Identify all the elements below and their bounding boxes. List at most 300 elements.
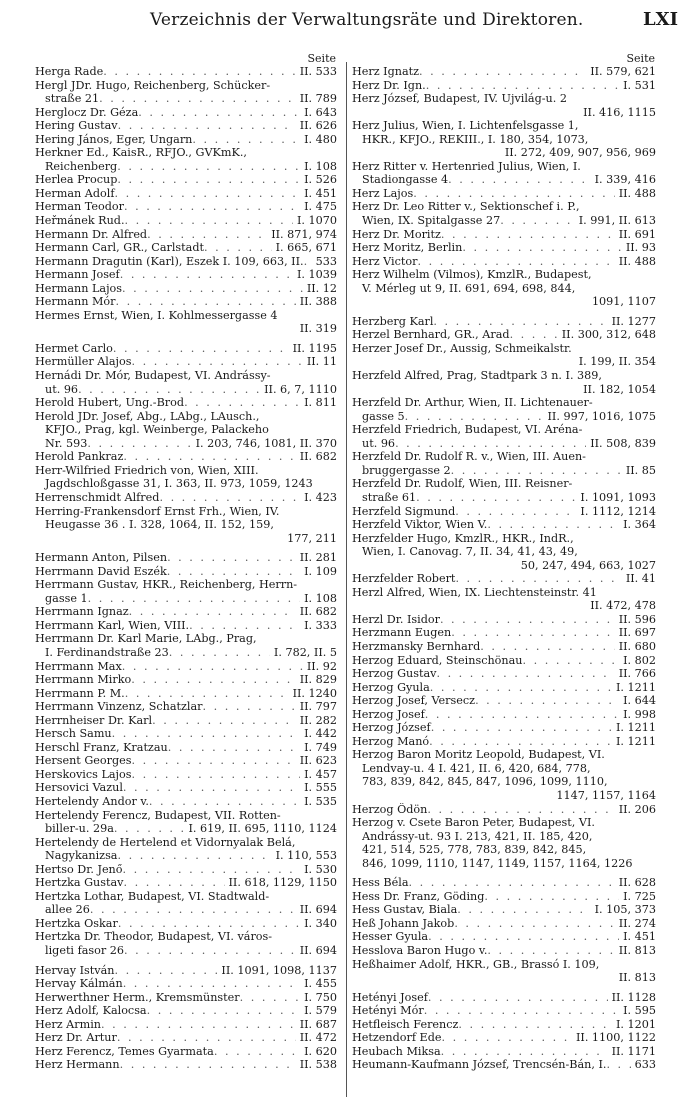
index-entry: [35, 977, 337, 991]
seite-label: Seite: [307, 52, 336, 65]
index-entry: [352, 160, 656, 187]
entry-line: [352, 1058, 656, 1072]
index-entry: [35, 700, 337, 714]
dot-leader: [454, 917, 614, 931]
dot-leader: [147, 228, 267, 242]
index-entry: [352, 721, 656, 735]
entry-line: [352, 315, 656, 329]
dot-leader: [117, 160, 300, 174]
dot-leader: [167, 565, 300, 579]
index-entry: [35, 741, 337, 755]
page-reference: II. 789: [299, 92, 337, 106]
dot-leader: [484, 890, 619, 904]
dot-leader: [424, 1004, 619, 1018]
entry-text: Herzel Bernhard, GR., Arad: [352, 328, 510, 342]
dot-leader: [451, 464, 622, 478]
entry-line: [35, 268, 337, 282]
entry-continuation-line: [352, 437, 656, 451]
page-reference: I. 555: [304, 781, 337, 795]
entry-text: Herzmansky Bernhard: [352, 639, 481, 653]
dot-leader: [125, 687, 289, 701]
entry-line: [352, 944, 656, 958]
dot-leader: [436, 667, 614, 681]
index-entry: [35, 200, 337, 214]
spacer: [362, 146, 501, 160]
entry-line: [352, 532, 656, 546]
index-entry: [35, 146, 337, 173]
entry-line: [35, 660, 337, 674]
entry-text: Hess Dr. Franz, Göding: [352, 889, 485, 903]
page-reference: II. 272, 409, 907, 956, 969: [504, 146, 656, 160]
entry-line: [352, 228, 656, 242]
dot-leader: [114, 187, 300, 201]
entry-text: Herzfelder Robert: [352, 572, 456, 586]
page-reference: I. 457: [304, 767, 337, 781]
page-reference: II. 694: [299, 903, 337, 917]
page-reference: I. 451: [304, 186, 337, 200]
entry-line: [35, 396, 337, 410]
page-reference: II. 691: [618, 227, 656, 241]
index-entry: [352, 1045, 656, 1059]
page-reference: II. 538: [299, 1058, 337, 1072]
entry-line: [35, 309, 337, 323]
index-entry: [352, 903, 656, 917]
dot-leader: [120, 1058, 296, 1072]
entry-line: [35, 964, 337, 978]
page-reference: I. 339, 416: [594, 173, 656, 187]
dot-leader: [101, 1018, 296, 1032]
spacer: [362, 559, 517, 573]
spacer: [362, 383, 579, 397]
entry-line: [35, 342, 337, 356]
entry-continuation-line: [35, 383, 337, 397]
dot-leader: [159, 491, 300, 505]
entry-continuation-line: [352, 762, 656, 776]
entry-line: [35, 491, 337, 505]
entry-text: Herkner Ed., KaisR., RFJO., GVKmK.,: [35, 146, 247, 160]
index-entry: [352, 119, 656, 160]
dot-leader: [475, 694, 619, 708]
entry-line: [352, 816, 656, 830]
entry-continuation-line: [35, 518, 337, 532]
entry-text: Herz Ignatz: [352, 65, 420, 78]
entry-text: Herold JDr. Josef, Abg., LAbg., LAusch.,: [35, 409, 260, 423]
entry-text: Herz Ritter v. Hertenried Julius, Wien, I.: [352, 159, 581, 173]
entry-text: Hertelendy Andor v.: [35, 794, 149, 808]
page-reference: II. 697: [618, 626, 656, 640]
spacer: [362, 599, 586, 613]
dot-leader: [124, 200, 300, 214]
entry-text: Hervay Kálmán: [35, 977, 123, 991]
index-entry: [35, 619, 337, 633]
entry-line: [352, 65, 656, 79]
dot-leader: [129, 605, 296, 619]
page-reference: II. 281: [299, 551, 337, 565]
entry-text: Herold Pankraz: [35, 450, 124, 464]
dot-leader: [117, 173, 300, 187]
dot-leader: [419, 65, 586, 79]
index-entry: [352, 315, 656, 329]
page-reference: I. 1211: [615, 721, 656, 735]
spacer: [362, 106, 579, 120]
page-reference: II. 618, 1129, 1150: [228, 876, 337, 890]
entry-line: [35, 241, 337, 255]
spacer: [45, 532, 283, 546]
entry-text: HKR., KFJO., REKIII., I. 180, 354, 1073,: [362, 132, 589, 146]
entry-text: Herzog Gustav: [352, 667, 437, 681]
entry-line: [35, 605, 337, 619]
entry-continuation-line: [35, 532, 337, 546]
page-reference: I. 108: [304, 159, 337, 173]
entry-text: Herz Dr. Moritz: [352, 227, 441, 241]
index-entry: [35, 396, 337, 410]
entry-line: [35, 991, 337, 1005]
dot-leader: [114, 822, 185, 836]
page-reference: II. 628: [618, 876, 656, 890]
dot-leader: [114, 964, 217, 978]
dot-leader: [116, 295, 296, 309]
dot-leader: [87, 437, 191, 451]
entry-continuation-line: [352, 133, 656, 147]
entry-text: Hertzka Lothar, Budapest, VI. Stadtwald-: [35, 889, 270, 903]
entry-text: Herrmann Ignaz: [35, 605, 129, 619]
page-reference: II. 12: [306, 281, 337, 295]
index-entry: [352, 369, 656, 396]
page-reference: II. 682: [299, 605, 337, 619]
entry-line: [352, 613, 656, 627]
page-reference: I. 811: [304, 396, 337, 410]
entry-continuation-line: [352, 843, 656, 857]
entry-continuation-line: [35, 477, 337, 491]
index-entry: [35, 930, 337, 957]
index-entry: [352, 1018, 656, 1032]
entry-line: [352, 268, 656, 282]
entry-line: [35, 450, 337, 464]
entry-line: [35, 741, 337, 755]
dot-leader: [184, 396, 300, 410]
entry-line: [352, 735, 656, 749]
entry-line: [35, 890, 337, 904]
dot-leader: [149, 795, 300, 809]
entry-text: Herzl Dr. Isidor: [352, 612, 440, 626]
index-entry: [352, 640, 656, 654]
entry-line: [35, 1045, 337, 1059]
entry-text: Herzog Josef, Versecz: [352, 694, 476, 708]
dot-leader: [427, 803, 614, 817]
index-entry: [35, 355, 337, 369]
page-reference: II. 488: [618, 254, 656, 268]
page-reference: II. 300, 312, 648: [561, 328, 656, 342]
entry-text: Stadiongasse 4: [362, 173, 449, 187]
entry-line: [35, 1004, 337, 1018]
page-reference: I. 643: [304, 105, 337, 119]
dot-leader: [117, 849, 271, 863]
index-entry: [352, 735, 656, 749]
entry-continuation-line: [352, 599, 656, 613]
entry-line: [352, 958, 656, 972]
entry-line: [35, 119, 337, 133]
index-entry: [35, 863, 337, 877]
page-reference: I. 619, II. 695, 1110, 1124: [188, 822, 337, 836]
entry-continuation-line: [352, 106, 656, 120]
page-reference: I. 199, II. 354: [578, 355, 656, 369]
entry-text: Heugasse 36 . I. 328, 1064, II. 152, 159,: [45, 518, 274, 532]
dot-leader: [124, 876, 225, 890]
entry-text: Hess Béla: [352, 876, 409, 890]
entry-text: Heřmánek Rud.: [35, 214, 125, 228]
index-entry: [35, 964, 337, 978]
entry-line: [35, 754, 337, 768]
entry-text: Hertzka Dr. Theodor, Budapest, VI. város-: [35, 930, 273, 944]
page-reference: I. 998: [623, 707, 656, 721]
entry-text: Wien, IX. Spitalgasse 27: [362, 214, 501, 228]
entry-line: [352, 667, 656, 681]
dot-leader: [500, 214, 574, 228]
entry-line: [352, 803, 656, 817]
entry-continuation-line: [352, 214, 656, 228]
index-entry: [352, 930, 656, 944]
page-title: Verzeichnis der Verwaltungsräte und Direktoren.: [150, 10, 584, 30]
entry-text: Hering János, Eger, Ungarn: [35, 132, 193, 146]
entry-text: 783, 839, 842, 845, 847, 1096, 1099, 1110,: [362, 775, 608, 789]
entry-text: Herman Adolf: [35, 186, 115, 200]
page-reference: II. 11: [306, 355, 337, 369]
entry-continuation-line: [35, 646, 337, 660]
entry-text: Nr. 593: [45, 436, 88, 450]
entry-text: 421, 514, 525, 778, 783, 839, 842, 845,: [362, 843, 587, 857]
page-reference: II. 1240: [292, 686, 337, 700]
entry-line: [35, 565, 337, 579]
dot-leader: [204, 241, 272, 255]
entry-text: Herzfeld Sigmund: [352, 504, 456, 518]
dot-leader: [124, 944, 296, 958]
index-entry: [35, 133, 337, 147]
index-entry: [352, 708, 656, 722]
dot-leader: [99, 92, 296, 106]
page-reference: II. 6, 7, 1110: [264, 382, 337, 396]
index-entry: [352, 396, 656, 423]
page-reference: II. 797: [299, 700, 337, 714]
page-reference: I. 442: [304, 727, 337, 741]
entry-line: [352, 903, 656, 917]
entry-text: Herzl Alfred, Wien, IX. Liechtensteinstr. 41: [352, 585, 597, 599]
page-reference: II. 579, 621: [590, 65, 656, 78]
entry-text: Herrmann Gustav, HKR., Reichenberg, Herrn-: [35, 578, 298, 592]
entry-continuation-line: [352, 410, 656, 424]
entry-text: Herz Julius, Wien, I. Lichtenfelsgasse 1,: [352, 119, 579, 133]
index-entry: [35, 565, 337, 579]
entry-line: [352, 187, 656, 201]
entry-line: [352, 1031, 656, 1045]
entry-continuation-line: [352, 383, 656, 397]
index-entry: [352, 991, 656, 1005]
page-reference: I. 1091, 1093: [580, 490, 656, 504]
index-entry: [35, 632, 337, 659]
entry-text: Herzfeld Viktor, Wien V.: [352, 518, 488, 532]
entry-text: Herskovics Lajos: [35, 767, 132, 781]
entry-line: [35, 1018, 337, 1032]
index-entry: [352, 532, 656, 573]
entry-line: [352, 1018, 656, 1032]
entry-line: [352, 79, 656, 93]
dot-leader: [455, 505, 576, 519]
page-reference: I. 110, 553: [275, 849, 337, 863]
entry-text: Hermann Anton, Pilsen: [35, 551, 168, 565]
dot-leader: [458, 1018, 612, 1032]
page-reference: II. 682: [299, 450, 337, 464]
page-reference: II. 533: [299, 65, 337, 78]
entry-text: Hermann Mór: [35, 295, 116, 309]
dot-leader: [90, 903, 296, 917]
page-reference: I. 579: [304, 1004, 337, 1018]
index-entry: [35, 578, 337, 605]
entry-text: Herzfeld Friedrich, Budapest, VI. Aréna-: [352, 423, 583, 437]
entry-text: Herglocz Dr. Géza: [35, 105, 139, 119]
index-entry: [35, 505, 337, 546]
page-reference: I. 1211: [615, 680, 656, 694]
entry-text: Hertelendy de Hertelend et Vidornyalak Belá,: [35, 835, 296, 849]
page-reference: II. 92: [306, 659, 337, 673]
page-reference: I. 1112, 1214: [580, 504, 656, 518]
entry-line: [35, 173, 337, 187]
page-reference: I. 725: [623, 889, 656, 903]
dot-leader: [103, 65, 295, 79]
dot-leader: [441, 1031, 572, 1045]
dot-leader: [123, 781, 300, 795]
dot-leader: [480, 640, 614, 654]
page-reference: II. 85: [625, 463, 656, 477]
index-entry: [35, 119, 337, 133]
index-entry: [35, 754, 337, 768]
entry-text: Herz Moritz, Berlin: [352, 241, 463, 255]
entry-text: Hersovici Vazul: [35, 781, 123, 795]
index-entry: [35, 309, 337, 336]
entry-text: ut. 96: [362, 436, 396, 450]
column-divider: [346, 62, 347, 1097]
entry-text: Herzmann Eugen: [352, 626, 452, 640]
dot-leader: [123, 450, 295, 464]
dot-leader: [606, 1058, 630, 1072]
entry-line: [35, 1058, 337, 1072]
entry-text: Heß Johann Jakob: [352, 916, 455, 930]
index-entry: [352, 255, 656, 269]
page-reference: II. 1128: [611, 990, 656, 1004]
entry-line: [352, 917, 656, 931]
entry-line: [352, 654, 656, 668]
index-entry: [352, 228, 656, 242]
page-reference: II. 319: [299, 322, 337, 336]
entry-line: [352, 1045, 656, 1059]
dot-leader: [123, 863, 301, 877]
spacer: [362, 295, 588, 309]
dot-leader: [425, 708, 619, 722]
page-reference: I. 991, II. 613: [578, 214, 656, 228]
page-reference: I. 530: [304, 862, 337, 876]
entry-text: Herz Wilhelm (Vilmos), KmzlR., Budapest,: [352, 268, 592, 282]
entry-text: Herz Adolf, Kalocsa: [35, 1004, 147, 1018]
dot-leader: [168, 741, 300, 755]
entry-text: Hering Gustav: [35, 119, 118, 133]
entry-continuation-line: [35, 160, 337, 174]
entry-line: [352, 450, 656, 464]
page-reference: II. 508, 839: [590, 436, 656, 450]
entry-text: Hetfleisch Ferencz: [352, 1017, 459, 1031]
page-reference: II. 41: [625, 572, 656, 586]
page-reference: II. 997, 1016, 1075: [547, 409, 656, 423]
entry-continuation-line: [352, 775, 656, 789]
page-reference: I. 1201: [615, 1017, 656, 1031]
page-reference: I. 535: [304, 794, 337, 808]
entry-line: [352, 640, 656, 654]
entry-text: Nagykanizsa: [45, 849, 118, 863]
entry-line: [35, 214, 337, 228]
index-entry: [35, 241, 337, 255]
entry-text: Hermüller Alajos: [35, 355, 132, 369]
index-entry: [35, 551, 337, 565]
entry-text: Heubach Miksa: [352, 1044, 441, 1058]
entry-text: Herrnheiser Dr. Karl: [35, 713, 153, 727]
entry-continuation-line: [352, 559, 656, 573]
entry-text: Reichenberg: [45, 159, 118, 173]
entry-text: Hermann Dragutin (Karl), Eszek I. 109, 663, II.: [35, 254, 304, 268]
entry-line: [35, 578, 337, 592]
entry-text: Herlea Procup: [35, 173, 118, 187]
entry-line: [35, 79, 337, 93]
entry-continuation-line: [352, 491, 656, 505]
page-reference: I. 333: [304, 618, 337, 632]
entry-continuation-line: [35, 592, 337, 606]
dot-leader: [112, 727, 300, 741]
page-reference: II. 687: [299, 1017, 337, 1031]
page-reference: I. 364: [623, 518, 656, 532]
page-reference: I. 531: [623, 78, 656, 92]
index-entry: [352, 586, 656, 613]
entry-text: Herring-Frankensdorf Ernst Frh., Wien, IV.: [35, 504, 280, 518]
page-reference: 177, 211: [287, 531, 337, 545]
dot-leader: [192, 133, 300, 147]
entry-list: [35, 65, 337, 1072]
dot-leader: [441, 228, 615, 242]
entry-line: [352, 708, 656, 722]
page-reference: I. 526: [304, 173, 337, 187]
entry-line: [352, 255, 656, 269]
index-entry: [352, 342, 656, 369]
dot-leader: [455, 572, 621, 586]
index-entry: [35, 836, 337, 863]
entry-list: [352, 65, 656, 1072]
index-entry: [35, 464, 337, 491]
entry-line: [35, 863, 337, 877]
dot-leader: [189, 619, 300, 633]
index-entry: [35, 65, 337, 79]
page-reference: II. 93: [625, 241, 656, 255]
entry-line: [35, 146, 337, 160]
entry-line: [352, 721, 656, 735]
dot-leader: [405, 410, 544, 424]
index-entry: [352, 268, 656, 309]
dot-leader: [457, 903, 590, 917]
index-entry: [35, 342, 337, 356]
entry-line: [35, 133, 337, 147]
page-reference: II. 488: [618, 186, 656, 200]
entry-line: [352, 241, 656, 255]
page-reference: I. 480: [304, 132, 337, 146]
entry-line: [352, 505, 656, 519]
entry-line: [35, 228, 337, 242]
index-entry: [352, 890, 656, 904]
page-reference: I. 340: [304, 916, 337, 930]
entry-continuation-line: [352, 789, 656, 803]
